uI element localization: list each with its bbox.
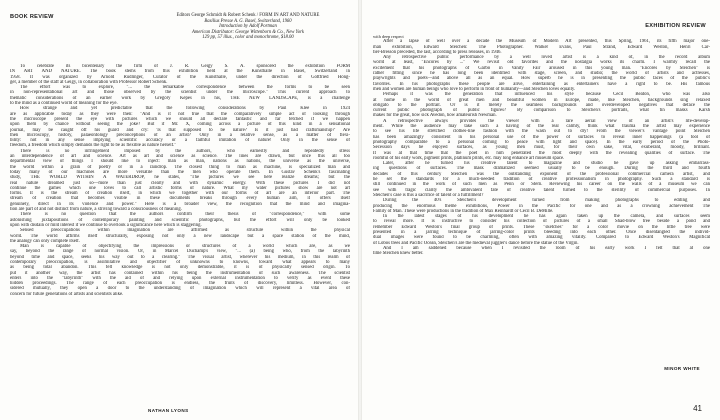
text-line: Secession days he enjoyed surfaces, as young men must, for their own sake, vital, exuberant, moody, brilliant. [373,145,710,151]
text-line: concern for future generations of artists and scientists alike. [10,291,124,297]
review-body [10,64,350,297]
text-line: are as applicable today as they were then: "And is it not true that the comparatively simple act of looking through [10,111,350,117]
text-line: an interdependence of art and science. Art as art and science as science. The lines are drawn, but once this all too [10,154,350,160]
text-line: playwrights and poets—and above all as an equal. How superb he is in presenting the public faces of the public's [373,76,710,82]
text-line: freedom, a freedom which simply demands the right to be as flexible as nature herself." [10,143,177,149]
text-line: to the mind as a continued world of meaning for the eye. [10,101,118,107]
text-line: A retrospective always provides the viewer with a rare aerial view of an artist's life-develop- [383,118,710,124]
text-line: IN ART AND NATURE. The book stems from this exhibition held at the Kunsthalle in Basel, Switzerland in [10,69,350,75]
left-page [0,0,358,420]
text-line: ger, a member of the staff at Geigy, in collaboration with Professor Robert Schenk. [10,79,168,85]
text-line: rather fitting since he has long been identified with stage, screen, and studio; the world of artists and actresses, [373,71,710,77]
text-line: journal, may be caught off his guard and cry: 'Is that supposed to be nature? Is it just bad craftsmanship?' Are [10,127,350,133]
text-line: contemporary preoccupation, is assimilative and objectifier of unknowns to knowns, toward what appears to many [10,259,350,265]
text-line: How strange and yet predictable that the following considerations by Paul Klee in 1924 [20,106,350,112]
text-line: say, beyond the range of normal vision. Or, in Marcel Duchamp's view, "... (a) being who, from the labyrinth [10,249,350,255]
text-line: continue the games which one loves to call artistic forms of nature. What my water pictures show are not art [10,185,350,191]
text-line: upon them by chance without seeing the joke? But if Mr. X, coming across a picture of this kind in a sensational [10,122,350,128]
text-line: current public photograph of public figures? By comparison to Steichen's portraits, what tin masks Karsh [373,108,710,114]
text-line: decades of this century Steichen was the outstanding exponent of the professional commercial camera artist, and [373,171,710,177]
text-line: Steichen's case is this a sacrifice of talent or a fulfillment? [373,192,484,198]
text-line: sidered mutually, they open a door to the understanding of imagination which will represent a vital area of [10,286,350,292]
text-line: has been amazingly consistent in his personal use of the power of surfaces to reveal inner happenings (a tool of [373,134,710,140]
text-line: remember Edward Weston's final group of prints. These "sketches" for a color movie on the little tree were [373,224,710,230]
text-line: There is no infringement imposed by the authors, who earnestly and repeatedly stress [20,148,350,154]
text-line: bility: not in any sense implying scientific accuracy or a faithful imitation of nature! Only in the sense of [10,138,350,144]
text-line: Later, after he turned his creative talent to magazine and studio he gave up asking embarrass- [383,161,710,167]
bibliography-details: 129 pp, 57 illus., color and monochrome, $18.00 [202,35,294,40]
text-line: During the 40's Steichen's development turned from making photographs to editing and [383,198,710,204]
right-page [362,0,720,420]
text-line: upon with disdain or mild interest if we continue to overlook a significance here which is staggering. [10,222,202,228]
text-line: world at least, "Encores by ..." We revisit old favorites and the nostalgia works its charm. I warmly recall the [373,60,710,66]
bibliography [150,13,346,41]
text-line: There is no question that the authors confirm their thesis of "correspondence," with some [20,212,350,218]
text-line: enters into the "labyrinth" with the aid of and relying upon external instrumentation to verify as event these [10,275,350,281]
text-line: In the latest stages of his development he has again taken up the camera, and surfaces seem [383,214,710,220]
text-line: photography comparable to a personal coming to peace with light and space). In the early period of the Photo- [373,139,710,145]
text-line: thematic considerations of an earlier work by Gregory Kepes in his, THE NEW LANDSCAPE, is a challenge [10,95,350,101]
running-head: EXHIBITION REVIEW [645,23,706,29]
review-body [373,34,710,256]
author-byline: MINOR WHITE [664,366,700,371]
text-line: After a lapse of well over a decade the Museum of Modern Art presented, this Spring, 1961, its fifth major one- [383,39,710,45]
running-head: BOOK REVIEW [10,14,54,20]
text-line: forms. It is the stream of creation itself, in which we together with our forms of art are an inferior part. The [10,191,350,197]
text-line: man exhibition, Edward Steichen: The Photographer. Walker Evans, Paul Strand, Edward Weston, Henri Car- [373,44,710,50]
text-line: the microscope present the eye with pictures which we should all declare fantastic and far fetched if we happen [10,116,350,122]
text-line: time Steichen knew better. [373,251,424,257]
text-line: And I am saddened because when I revisited the room of his early work I felt that at one [383,245,710,251]
text-line: Sensed preoccupations within imagination are affirmed as structure within the physical [20,228,350,234]
text-line: stream of creation that becomes visible in these documents breaks through every human aim, it offers itself [10,196,350,202]
text-line: presented in a jarring technique of jarring-color prints bleeding into each other. Once disentangled the individ- [373,229,710,235]
text-line: beyond time and space, seeks his way out to a clearing." The visual artist, wherever his medium, in this realm of [10,254,350,260]
text-line: It was at that time that the poet in him penetrated the most deeply with the revealing qualities of surface. The [373,150,710,156]
bibliography-editors: Editors George Schmidt & Robert Schenk / FORM IN ART AND NATURE [176,13,320,18]
bibliography-distributor: American Distributor: George Wittenborn & Co., New York [191,29,305,35]
text-line: The effort was to explore, "... the remarkable correspondence between the forms to be seen [20,85,350,91]
text-line: ing questions of surfaces. The mask dramatized seemed usually to be enough. During the third and fourth [373,166,710,172]
lead-in: with deep respect [373,34,404,39]
text-line: roomful of his early work, pigment prints, platinum prints, etc. may long enhance art museum space. [373,155,565,161]
text-line: today many of our machines are more versatile than the men who operate them. In Gustav Schenk's fascinating [10,169,350,175]
text-line: Perhaps it was the generation that influenced his style because Cecil Beaton, who was also [383,92,710,98]
text-line: tier-Bresson preceded, the last, according to press releases, in 1946. [373,49,502,55]
text-line: makes for the great, how sick Avedon, how amateurish Newman. [373,113,497,119]
text-line: real nature dreamed just so—more than just clearly and with dynamic energy. With these pictures I did not [10,180,350,186]
text-line: excitement that his photographs of Garbo in Vanity Fair aroused in this young man. "Encores by Steichen" is [373,65,710,71]
text-line: he set the standards for a much-needed tradition of creative professionalism in photography. Such a standard is [373,177,710,183]
text-line: genuinely, direct in its violence and power." Here is a broader view, the recognition that the mind and imagina- [10,201,350,207]
author-byline: NATHAN LYONS [148,408,189,413]
text-line: the world within a grain of poetry or in a raindrop. The closest thing to man as machine, is specialized man and [10,164,350,170]
text-line: of Lobos trees and Pacific Ocean, Steichen's are the medieval juggler's dance before the statue of the Virgin. [373,240,579,246]
text-line: in non-representational art and those observed by the scientist under the microscope." This current approach to [10,90,350,96]
text-line: ment. While the audience may take such a having of the real calmly, think what trauma the artist may experience [373,124,710,130]
text-line: departmental view of things I should like to inject: man as man, nations as nations, the universe as the universe, [10,159,350,165]
text-line: world. The world affirms itself structurally, exposing not only a new landscape but a space station of the mind, [10,233,350,239]
text-line: put it another way, the artist has contained within his being the instrumentation of such awareness. The scientist [10,270,350,276]
text-line: 1958. It was organized by Arnold Rudlinger, Curator of the Kunsthalle, under the direction of Gottfried Hong- [10,74,350,80]
page-number: 41 [693,404,702,413]
text-line: tion are part of and not distinct from nature, a striving toward a consciousness of meaning. [10,207,182,213]
text-line: Any retrospective public performance by a well loved artist is a kind of, in the record album [383,55,710,61]
text-line: see with tragic clarity the ambivalent fate of creative talent turned to the sterility of commercial purposes. In [373,187,710,193]
text-line: Man is capable of objectifying the impressions or structures of a world which are, as we [20,244,350,250]
text-line: still continued in the work of such men as Penn or Stern. Reviewing his career on the walls of a museum we can [373,182,710,188]
bibliography-publisher: Basilius Presse A. G. Basel, Switzerland, 1960 [204,18,292,24]
text-line: producing the enormous theme exhibitions, Power in the Pacific for one and as a crowning achievement The [373,203,710,209]
text-line: to reveal more. It is instructive to consider his collection of pictures of a small Shad-blow tree beside a pond and [373,219,710,225]
text-line: To celebrate its bicentenary the firm of J. R. Geigy S. A. sponsored the exhibition FORM [20,64,350,69]
text-line: then microscopy, history, palaeontology preconceptions of an artist? Only in a relative sense, as a matter of flexi- [10,132,350,138]
text-line: hidden proceedings. The range of each preoccupation is endless, the fruits of discovery, limitless. However, con- [10,281,350,287]
text-line: Family of Man. These were productions in the tradition of Max Reinhardt or Cecil B. DeMille. [373,208,554,214]
text-line: as being total abandon. This felt knowledge is not only demonstrable, it is of physically sensed origin. To [10,265,350,271]
text-line: dual images were found to be charming, often with amazing vitality. Compared to Edward Weston's Magnificat [373,235,710,241]
text-line: study, THE WORLD WITHIN A WATERDROP, he states, "The pictures we see here realize dreams; but the [10,175,350,181]
text-line: obligato to the portrait. Or is it merely the seamless backgrounds and overdeveloped negatives that deface the [373,102,710,108]
text-line: at home in the world of great men and beautiful women in Europe, made, like Steichen, backgrounds sing relaxed [373,97,710,103]
text-line: men and women are human beings who love to perform in front of humanity—and Steichen loves equally. [373,86,576,92]
text-line: astonishing juxtapositions of contemporary painting and scientific photographs, but the effort will only be looked [10,217,350,223]
text-line: the analogy can only complete itself. [10,238,80,244]
bibliography-introduction: Introduction by Adolf Portman [219,24,277,29]
text-line: to see his life stretched clothes-line fashion with the wash out to dry! From the viewer's vantage point Steichen [373,129,710,135]
text-line: favorites. In his photographs these people are alive, entertaining as entertainers have a right to be. His famous [373,81,710,87]
